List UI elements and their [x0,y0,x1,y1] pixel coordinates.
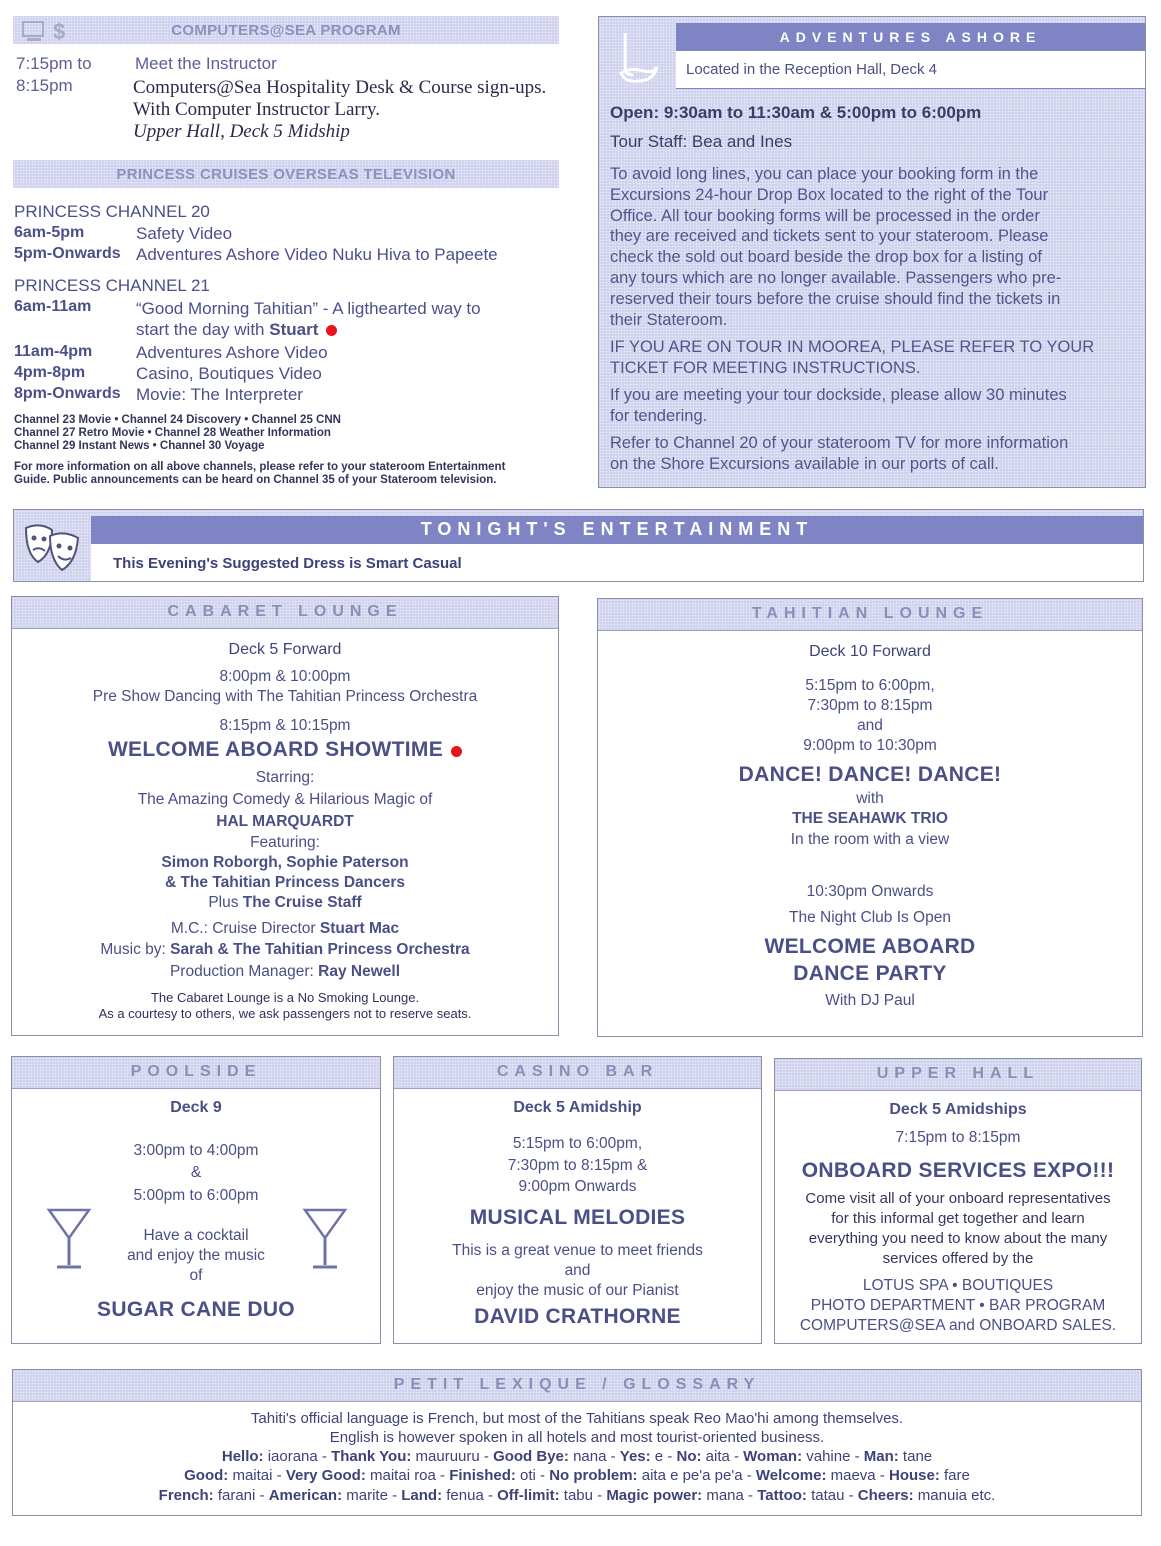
upper-list: PHOTO DEPARTMENT • BAR PROGRAM [810,1297,1106,1314]
tv-row-text: “Good Morning Tahitian” - A ligthearted way to [136,299,481,318]
casino-title: CASINO BAR [496,1063,659,1080]
glossary-title: PETIT LEXIQUE / GLOSSARY [393,1376,761,1393]
ashore-location: Located in the Reception Hall, Deck 4 [686,61,937,78]
tv-other-channels: Channel 27 Retro Movie • Channel 28 Weather Information [14,427,331,439]
tahitian-time: 5:15pm to 6:00pm, [805,677,935,694]
ashore-staff: Tour Staff: Bea and Ines [610,132,793,151]
cabaret-headliner: HAL MARQUARDT [216,813,354,830]
poolside-deck: Deck 9 [170,1099,222,1116]
tv-title: PRINCESS CRUISES OVERSEAS TELEVISION [116,166,456,183]
tv-row-text: Safety Video [136,224,233,243]
computers-time-1: 7:15pm to [16,54,92,73]
computers-heading: Meet the Instructor [135,54,277,73]
tv-row-text: Adventures Ashore Video Nuku Hiva to Papeete [136,245,498,264]
glossary-row: Hello: iaorana - Thank You: mauruuru - Good Bye: nana - Yes: e - No: aita - Woman: vahine - Man: tane [221,1448,933,1465]
highlight-dot-icon [451,746,462,757]
upper-desc: services offered by the [882,1250,1034,1267]
tv-note: Guide. Public announcements can be heard on Channel 35 of your Stateroom television. [14,474,497,486]
poolside-time: & [190,1164,202,1181]
upper-title: UPPER HALL [876,1065,1040,1082]
tv-row-text: Movie: The Interpreter [136,385,303,404]
cabaret-starring: Starring: [255,769,315,786]
casino-deck: Deck 5 Amidship [513,1099,642,1116]
tv-channel-20: PRINCESS CHANNEL 20 [14,202,210,221]
glossary-header [13,1370,1141,1402]
ashore-paragraph: To avoid long lines, you can place your booking form in the Excursions 24-hour Drop Box located to the right of the Tour Office. All tour booking forms will be processed in the order they are received and tickets sent to your stateroom. Please check the sold out board beside the drop box for a listing of any tours which are no longer available. Passengers who pre- reserved their tours before the cruise should find the tickets in their Stateroom. [610,165,1062,329]
cabaret-show-line [12,738,558,762]
tahitian-room: In the room with a view [790,831,950,848]
upper-list: COMPUTERS@SEA and ONBOARD SALES. [799,1317,1117,1334]
tahitian-time: 7:30pm to 8:15pm [807,697,933,714]
computers-line-3: Upper Hall, Deck 5 Midship [133,121,350,142]
casino-time: 9:00pm Onwards [518,1178,637,1195]
casino-desc: and [564,1262,591,1279]
tahitian-title: TAHITIAN LOUNGE [751,605,989,622]
upper-event: ONBOARD SERVICES EXPO!!! [801,1159,1115,1182]
cabaret-music: Music by: Sarah & The Tahitian Princess Orchestra [100,941,470,958]
poolside-time: 3:00pm to 4:00pm [133,1142,259,1159]
computers-time-2: 8:15pm [16,76,73,95]
tv-host-name: Stuart [269,320,319,339]
tonight-dress-bar [91,544,1143,581]
cabaret-feature-line: Plus The Cruise Staff [208,894,362,911]
poolside-header [12,1057,380,1089]
cabaret-note: As a courtesy to others, we ask passengers not to reserve seats. [98,1006,472,1021]
cabaret-feature: Simon Roborgh, Sophie Paterson [161,854,409,871]
upper-list: LOTUS SPA • BOUTIQUES [862,1277,1054,1294]
upper-desc: for this informal get together and learn [831,1210,1085,1227]
casino-event: MUSICAL MELODIES [469,1206,686,1229]
cabaret-feature: & The Tahitian Princess Dancers [164,874,406,891]
tahitian-with: with [856,790,884,807]
tv-row-text-cont [136,320,337,340]
casino-header [394,1057,761,1089]
tv-row-time: 5pm-Onwards [14,245,121,262]
tv-row-time: 6am-5pm [14,224,85,241]
cabaret-title: CABARET LOUNGE [167,603,403,620]
tv-row-time: 8pm-Onwards [14,385,121,402]
ashore-open-hours: Open: 9:30am to 11:30am & 5:00pm to 6:00pm [610,103,982,122]
ashore-title: ADVENTURES ASHORE [779,29,1042,45]
cabaret-panel [11,596,559,1036]
tahitian-header [598,599,1142,631]
tv-row-text-part: start the day with [136,320,270,339]
casino-time: 5:15pm to 6:00pm, [512,1135,643,1152]
cabaret-header [12,597,558,629]
tv-row-text: Adventures Ashore Video [136,343,328,362]
tahitian-time: and [857,717,883,734]
tonight-title: TONIGHT'S ENTERTAINMENT [420,519,814,539]
cabaret-featuring: Featuring: [250,834,320,851]
poolside-title: POOLSIDE [130,1063,262,1080]
tv-note: For more information on all above channels, please refer to your stateroom Entertainment [14,461,506,473]
poolside-desc: and enjoy the music [127,1247,265,1264]
glossary-row: Good: maitai - Very Good: maitai roa - Finished: oti - No problem: aita e pe'a pe'a - Welcome: maeva - House: fare [184,1467,970,1484]
tv-channel-21: PRINCESS CHANNEL 21 [14,276,210,295]
svg-text:$: $ [53,19,66,43]
tv-header-bar [13,160,559,188]
tv-other-channels: Channel 23 Movie • Channel 24 Discovery • Channel 25 CNN [14,414,341,426]
tahitian-panel [597,598,1143,1037]
glossary-panel [12,1369,1142,1516]
tahitian-trio: THE SEAHAWK TRIO [792,810,948,827]
casino-panel [393,1056,762,1344]
upper-time: 7:15pm to 8:15pm [895,1129,1021,1146]
cabaret-time: 8:00pm & 10:00pm [219,668,351,685]
glossary-intro: English is however spoken in all hotels and most tourist-oriented business. [329,1429,825,1446]
computers-line-1: Computers@Sea Hospitality Desk & Course sign-ups. [133,77,547,98]
ashore-location-bar [676,51,1145,89]
snorkel-mask-icon [607,27,669,89]
ashore-panel [598,16,1146,488]
tonight-banner [13,509,1144,582]
theater-masks-icon [20,520,86,576]
casino-time: 7:30pm to 8:15pm & [507,1157,648,1174]
cabaret-amazing: The Amazing Comedy & Hilarious Magic of [137,791,433,808]
glossary-row: French: farani - American: marite - Land: fenua - Off-limit: tabu - Magic power: mana - Tattoo: tatau - Cheers: manuia etc. [158,1487,996,1504]
tonight-title-bar [91,516,1143,544]
tv-other-channels: Channel 29 Instant News • Channel 30 Voyage [14,440,265,452]
cabaret-time: 8:15pm & 10:15pm [219,717,351,734]
cabaret-production: Production Manager: Ray Newell [169,963,401,980]
cabaret-show: WELCOME ABOARD SHOWTIME [107,738,444,761]
tv-row-time: 4pm-8pm [14,364,86,381]
tv-row-time: 6am-11am [14,298,92,315]
tahitian-party: DANCE PARTY [793,962,947,985]
tonight-dress: This Evening's Suggested Dress is Smart Casual [113,555,462,572]
computers-title: COMPUTERS@SEA PROGRAM [171,22,401,39]
upper-desc: everything you need to know about the many [808,1230,1108,1247]
upper-panel [774,1058,1142,1344]
tahitian-party: WELCOME ABOARD [764,935,976,958]
tahitian-club: The Night Club Is Open [789,909,951,926]
cabaret-desc: Pre Show Dancing with The Tahitian Princess Orchestra [92,688,478,705]
tahitian-event: DANCE! DANCE! DANCE! [738,763,1002,786]
cocktail-glass-icon [46,1207,92,1271]
tv-row-text: Casino, Boutiques Video [136,364,322,383]
casino-act: DAVID CRATHORNE [474,1305,681,1328]
ashore-title-bar [676,23,1145,51]
cabaret-mc: M.C.: Cruise Director Stuart Mac [170,920,400,937]
tv-row-time: 11am-4pm [14,343,93,360]
poolside-desc: of [189,1267,203,1284]
upper-header [775,1059,1141,1091]
cabaret-note: The Cabaret Lounge is a No Smoking Lounge. [150,990,420,1005]
glossary-intro: Tahiti's official language is French, but most of the Tahitians speak Reo Mao'hi among themselves. [250,1410,904,1427]
highlight-dot-icon [326,325,337,336]
tahitian-dj: With DJ Paul [825,992,915,1009]
poolside-panel [11,1056,381,1344]
ashore-paragraph: If you are meeting your tour dockside, please allow 30 minutes for tendering. [610,386,1067,425]
tahitian-time: 9:00pm to 10:30pm [803,737,937,754]
poolside-act: SUGAR CANE DUO [97,1298,295,1321]
cocktail-glass-icon [302,1207,348,1271]
tahitian-deck: Deck 10 Forward [809,643,931,660]
casino-desc: enjoy the music of our Pianist [476,1282,679,1299]
ashore-paragraph: Refer to Channel 20 of your stateroom TV for more information on the Shore Excursions available in our ports of call. [610,434,1069,473]
ashore-paragraph: IF YOU ARE ON TOUR IN MOOREA, PLEASE REFER TO YOUR TICKET FOR MEETING INSTRUCTIONS. [610,338,1095,377]
computers-line-2: With Computer Instructor Larry. [133,99,381,120]
cabaret-deck: Deck 5 Forward [228,641,342,658]
tahitian-late: 10:30pm Onwards [806,883,934,900]
upper-deck: Deck 5 Amidships [889,1101,1027,1118]
computers-header-bar [13,16,559,44]
poolside-time: 5:00pm to 6:00pm [133,1187,259,1204]
casino-desc: This is a great venue to meet friends [452,1242,703,1259]
poolside-desc: Have a cocktail [143,1227,249,1244]
upper-desc: Come visit all of your onboard representatives [805,1190,1111,1207]
